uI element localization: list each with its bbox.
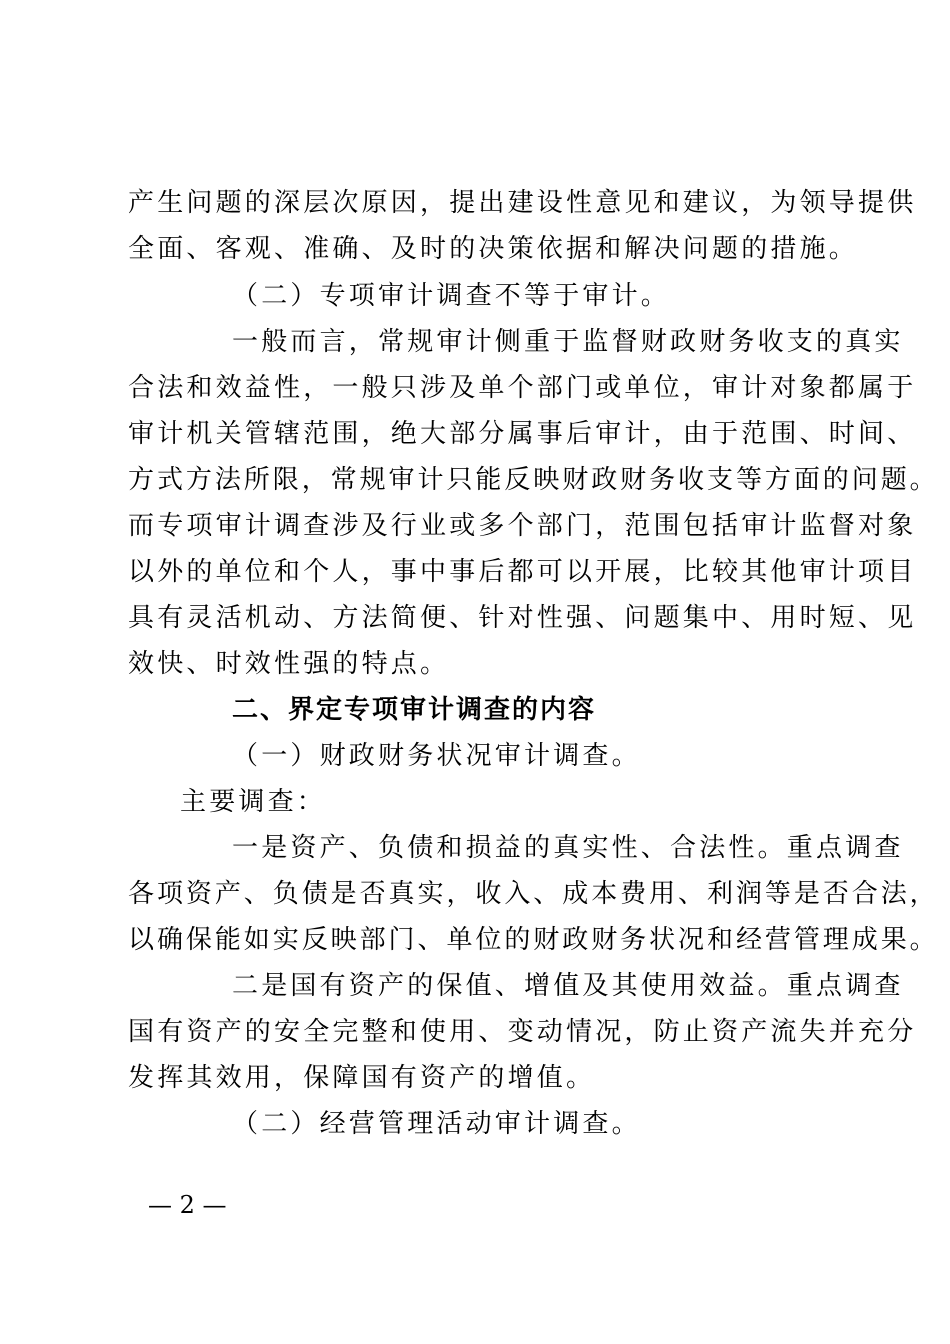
body-text-line: 各项资产、负债是否真实，收入、成本费用、利润等是否合法， bbox=[128, 879, 939, 909]
body-text-line: 一般而言，常规审计侧重于监督财政财务收支的真实 bbox=[232, 327, 904, 357]
body-text-line: 以外的单位和个人，事中事后都可以开展，比较其他审计项目 bbox=[128, 557, 917, 587]
subsection-heading: （二）专项审计调查不等于审计。 bbox=[232, 281, 671, 311]
body-text-line: 而专项审计调查涉及行业或多个部门，范围包括审计监督对象 bbox=[128, 511, 917, 541]
body-text-line: 全面、客观、准确、及时的决策依据和解决问题的措施。 bbox=[128, 234, 859, 264]
body-text-line: 国有资产的安全完整和使用、变动情况，防止资产流失并充分 bbox=[128, 1017, 917, 1047]
body-text-line: 主要调查： bbox=[180, 787, 327, 817]
body-text-line: 合法和效益性，一般只涉及单个部门或单位，审计对象都属于 bbox=[128, 373, 917, 403]
body-text-line: 方式方法所限，常规审计只能反映财政财务收支等方面的问题。 bbox=[128, 465, 939, 495]
body-text-line: 二是国有资产的保值、增值及其使用效益。重点调查 bbox=[232, 971, 904, 1001]
body-text-line: 一是资产、负债和损益的真实性、合法性。重点调查 bbox=[232, 833, 904, 863]
body-text-line: 以确保能如实反映部门、单位的财政财务状况和经营管理成果。 bbox=[128, 925, 939, 955]
body-text-line: 产生问题的深层次原因，提出建设性意见和建议，为领导提供 bbox=[128, 188, 917, 218]
section-heading: 二、界定专项审计调查的内容 bbox=[232, 695, 597, 725]
page-number: — 2 — bbox=[148, 1191, 227, 1219]
body-text-line: 发挥其效用，保障国有资产的增值。 bbox=[128, 1063, 596, 1093]
body-text-line: 具有灵活机动、方法简便、针对性强、问题集中、用时短、见 bbox=[128, 603, 917, 633]
body-text-line: 审计机关管辖范围，绝大部分属事后审计，由于范围、时间、 bbox=[128, 419, 917, 449]
subsection-heading: （二）经营管理活动审计调查。 bbox=[232, 1109, 641, 1139]
body-text-line: 效快、时效性强的特点。 bbox=[128, 649, 450, 679]
subsection-heading: （一）财政财务状况审计调查。 bbox=[232, 741, 641, 771]
